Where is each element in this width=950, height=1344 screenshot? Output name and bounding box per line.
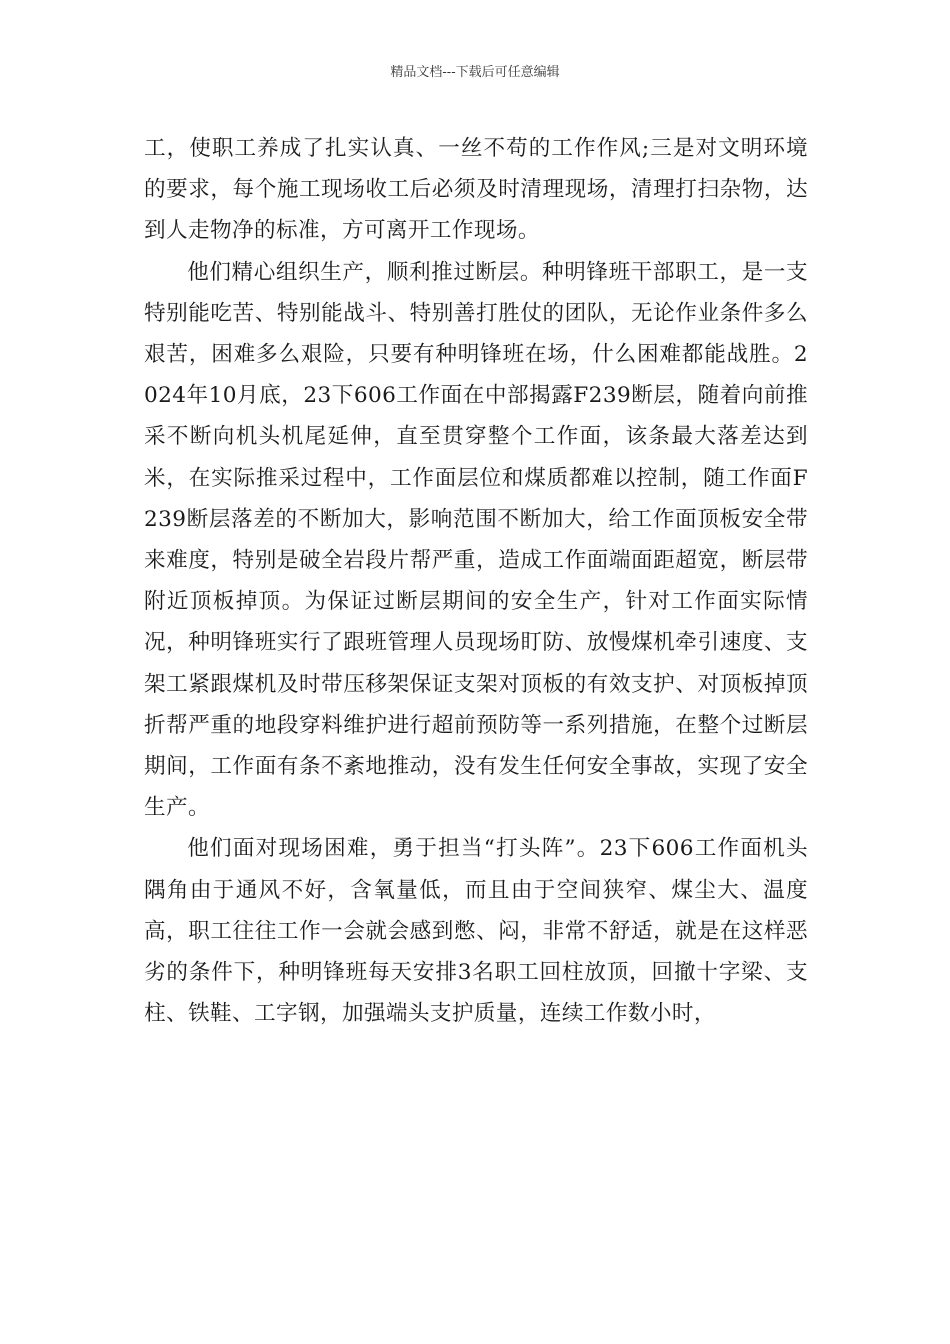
paragraph-3: 他们面对现场困难，勇于担当“打头阵”。23下606工作面机头隅角由于通风不好，含氧量低，而且由于空间狭窄、煤尘大、温度高，职工往往工作一会就会感到憋、闷，非常不舒适，就是在这样恶劣的条件下，种明锋班每天安排3名职工回柱放顶，回撤十字梁、支柱、铁鞋、工字钢，加强端头支护质量，连续工作数小时， (144, 836, 808, 1027)
page-header: 精品文档---下载后可任意编辑 (390, 65, 560, 80)
paragraph-1: 工，使职工养成了扎实认真、一丝不苟的工作作风;三是对文明环境的要求，每个施工现场收工后必须及时清理现场，清理打扫杂物，达到人走物净的标准，方可离开工作现场。 (144, 136, 808, 244)
document-body (144, 128, 808, 1034)
paragraph-2: 他们精心组织生产，顺利推过断层。种明锋班干部职工，是一支特别能吃苦、特别能战斗、特别善打胜仗的团队，无论作业条件多么艰苦，困难多么艰险，只要有种明锋班在场，什么困难都能战胜。2024年10月底，23下606工作面在中部揭露F239断层，随着向前推采不断向机头机尾延伸，直至贯穿整个工作面，该条最大落差达到米，在实际推采过程中，工作面层位和煤质都难以控制，随工作面F239断层落差的不断加大，影响范围不断加大，给工作面顶板安全带来难度，特别是破全岩段片帮严重，造成工作面端面距超宽，断层带附近顶板掉顶。为保证过断层期间的安全生产，针对工作面实际情况，种明锋班实行了跟班管理人员现场盯防、放慢煤机牵引速度、支架工紧跟煤机及时带压移架保证支架对顶板的有效支护、对顶板掉顶折帮严重的地段穿料维护进行超前预防等一系列措施，在整个过断层期间，工作面有条不紊地推动，没有发生任何安全事故，实现了安全生产。 (144, 259, 808, 821)
